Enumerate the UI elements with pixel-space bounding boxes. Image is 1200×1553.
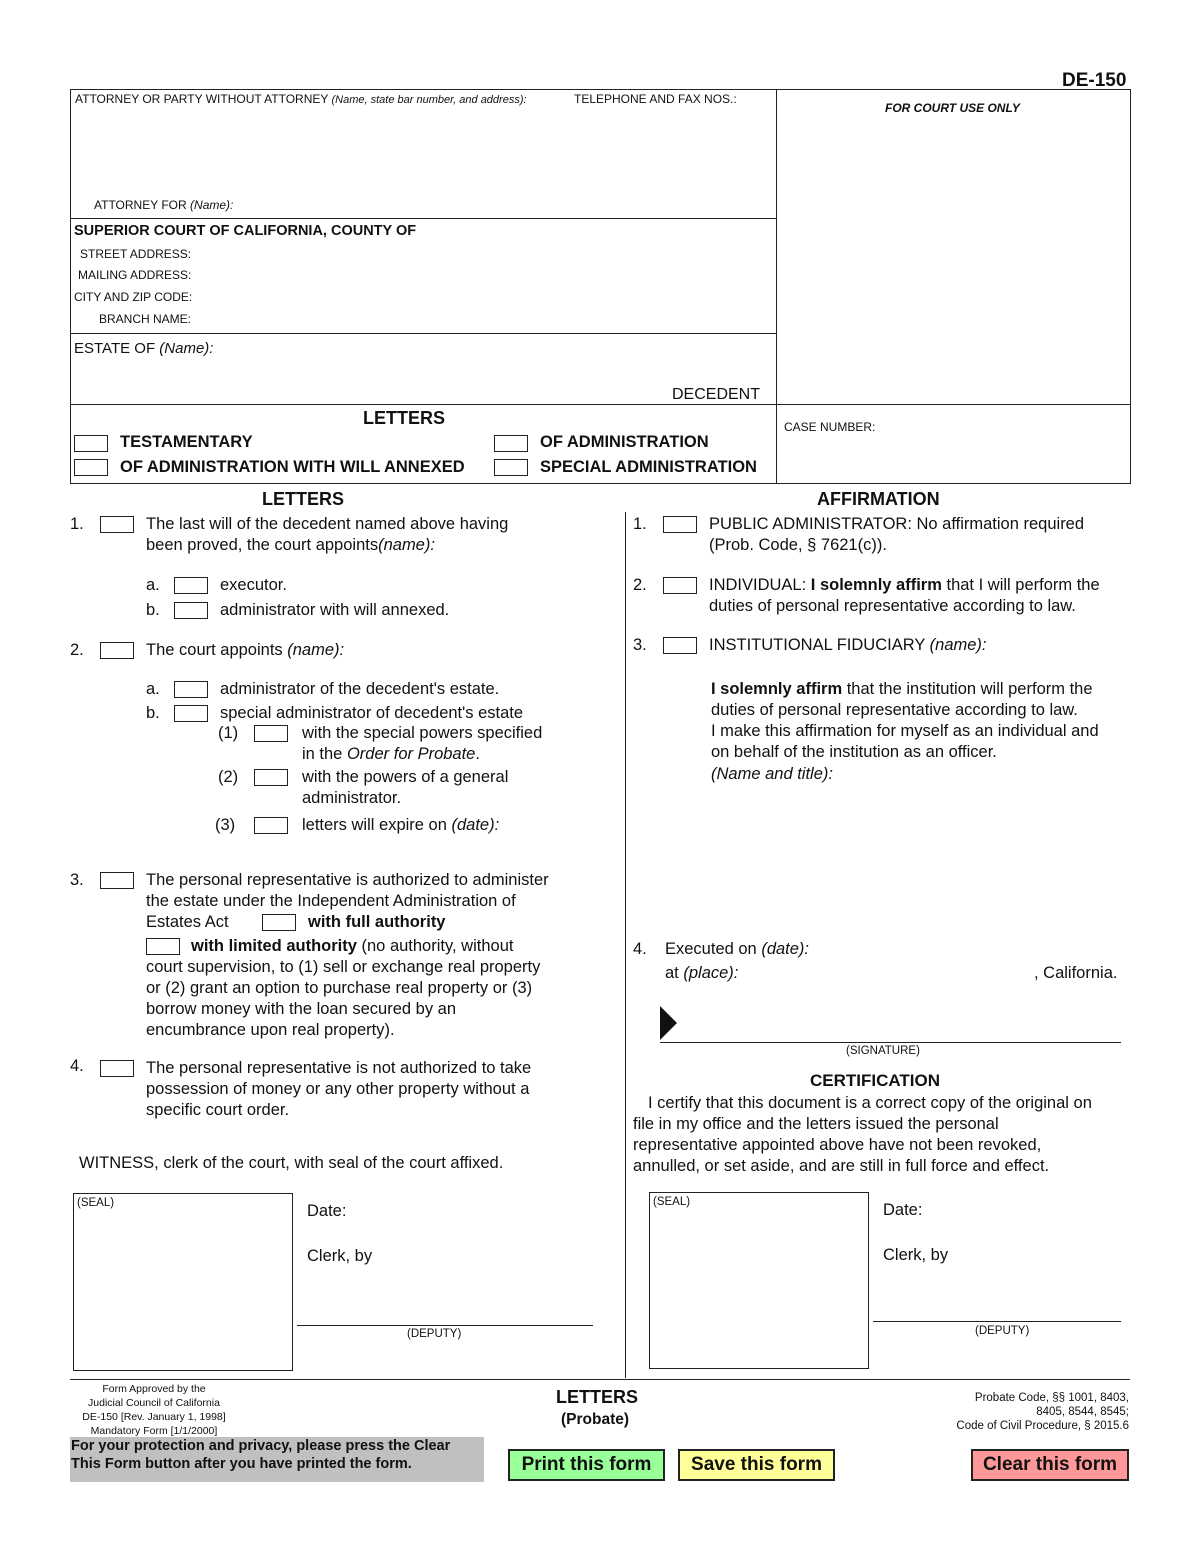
full-authority-checkbox[interactable]	[262, 914, 296, 931]
item3-line6: or (2) grant an option to purchase real property or (3)	[146, 979, 533, 997]
attorney-for-label: ATTORNEY FOR (Name):	[94, 198, 234, 212]
sub2-line1: with the powers of a general	[302, 768, 509, 786]
executed-on-label: Executed on (date):	[665, 940, 810, 958]
administration-label: OF ADMINISTRATION	[540, 433, 709, 451]
signature-line	[660, 1042, 1121, 1043]
item4-line3: specific court order.	[146, 1101, 290, 1119]
column-divider	[625, 512, 626, 1378]
date-label: Date:	[883, 1201, 923, 1219]
deputy-signature-line	[297, 1325, 593, 1326]
form-approval: Form Approved by the Judicial Council of California DE-150 [Rev. January 1, 1998] Mandatory Form [1/1/2000]	[82, 1383, 226, 1437]
attorney-label: ATTORNEY OR PARTY WITHOUT ATTORNEY (Name, state bar number, and address):	[75, 92, 527, 106]
privacy-line2: This Form button after you have printed the form.	[71, 1456, 412, 1472]
decedent-label: DECEDENT	[672, 386, 761, 403]
item-number: 1.	[633, 515, 647, 533]
clerk-label: Clerk, by	[307, 1247, 373, 1265]
witness-text: WITNESS, clerk of the court, with seal of the court affixed.	[79, 1154, 504, 1172]
cert-line1: I certify that this document is a correct copy of the original on	[648, 1094, 1092, 1112]
affirmation-heading: AFFIRMATION	[817, 489, 940, 509]
special-powers-checkbox[interactable]	[254, 725, 288, 742]
item2-text: The court appoints (name):	[146, 641, 345, 659]
item4-line2: possession of money or any other property without a	[146, 1080, 530, 1098]
iaea-authorized-checkbox[interactable]	[100, 872, 134, 889]
deputy-signature-line	[873, 1321, 1121, 1322]
letters-type-title: LETTERS	[363, 408, 446, 428]
item-number: 1.	[70, 515, 84, 533]
letters-heading: LETTERS	[262, 489, 345, 509]
inst-line2: duties of personal representative according to law.	[711, 701, 1078, 719]
item3-line8: encumbrance upon real property).	[146, 1021, 395, 1039]
deputy-label: (DEPUTY)	[975, 1325, 1030, 1337]
institutional-fiduciary-label: INSTITUTIONAL FIDUCIARY (name):	[709, 636, 987, 654]
public-admin-line1: PUBLIC ADMINISTRATOR: No affirmation required	[709, 515, 1085, 533]
full-authority-label: with full authority	[308, 913, 446, 931]
branch-name-label: BRANCH NAME:	[99, 312, 192, 326]
cert-line4: annulled, or set aside, and are still in full force and effect.	[633, 1157, 1050, 1175]
seal-label: (SEAL)	[653, 1196, 691, 1208]
item3-line1: The personal representative is authorized to administer	[146, 871, 549, 889]
inst-line3: I make this affirmation for myself as an individual and	[711, 722, 1099, 740]
divider	[70, 218, 776, 219]
footer-subtitle: (Probate)	[561, 1411, 630, 1428]
telephone-label: TELEPHONE AND FAX NOS.:	[574, 92, 737, 106]
special-administrator-label: special administrator of decedent's estate	[220, 704, 524, 722]
inst-line1: I solemnly affirm that the institution will perform the	[711, 680, 1093, 698]
mailing-address-label: MAILING ADDRESS:	[78, 268, 192, 282]
item-letter: b.	[146, 704, 160, 722]
item1-line1: The last will of the decedent named above having	[146, 515, 509, 533]
print-form-button[interactable]: Print this form	[508, 1449, 665, 1481]
deputy-label: (DEPUTY)	[407, 1328, 462, 1340]
individual-line2: duties of personal representative according to law.	[709, 597, 1076, 615]
street-address-label: STREET ADDRESS:	[80, 247, 192, 261]
administrator-checkbox[interactable]	[174, 681, 208, 698]
general-powers-checkbox[interactable]	[254, 769, 288, 786]
public-admin-line2: (Prob. Code, § 7621(c)).	[709, 536, 887, 554]
court-title: SUPERIOR COURT OF CALIFORNIA, COUNTY OF	[74, 223, 417, 239]
letters-expire-checkbox[interactable]	[254, 817, 288, 834]
item1-line2: been proved, the court appoints(name):	[146, 536, 435, 554]
item-number: 2.	[70, 641, 84, 659]
seal-box	[73, 1193, 293, 1371]
testamentary-checkbox[interactable]	[74, 435, 108, 452]
item-letter: a.	[146, 680, 160, 698]
clerk-label: Clerk, by	[883, 1246, 949, 1264]
sub3-text: letters will expire on (date):	[302, 816, 500, 834]
executor-checkbox[interactable]	[174, 577, 208, 594]
form-id: DE-150	[1062, 70, 1127, 91]
privacy-line1: For your protection and privacy, please press the Clear	[71, 1438, 451, 1454]
estate-label: ESTATE OF (Name):	[74, 340, 214, 357]
clear-form-button[interactable]: Clear this form	[971, 1449, 1129, 1481]
individual-line1: INDIVIDUAL: I solemnly affirm that I will perform the	[709, 576, 1100, 594]
special-administration-checkbox[interactable]	[494, 459, 528, 476]
sub1-line2: in the Order for Probate.	[302, 745, 480, 763]
date-label: Date:	[307, 1202, 347, 1220]
divider	[70, 333, 776, 334]
limited-authority-checkbox[interactable]	[146, 938, 180, 955]
court-appoints-checkbox[interactable]	[100, 642, 134, 659]
seal-box	[649, 1192, 869, 1369]
privacy-notice	[70, 1437, 484, 1482]
will-annexed-label: OF ADMINISTRATION WITH WILL ANNEXED	[120, 458, 465, 476]
will-annexed-checkbox[interactable]	[74, 459, 108, 476]
testamentary-label: TESTAMENTARY	[120, 433, 253, 451]
case-number-label: CASE NUMBER:	[784, 420, 876, 434]
save-form-button[interactable]: Save this form	[678, 1449, 835, 1481]
item-number: 4.	[70, 1057, 84, 1075]
administrator-label: administrator of the decedent's estate.	[220, 680, 500, 698]
sub-number: (3)	[215, 816, 236, 834]
footer-title: LETTERS	[556, 1387, 639, 1407]
individual-checkbox[interactable]	[663, 577, 697, 594]
item-letter: a.	[146, 576, 160, 594]
will-proved-checkbox[interactable]	[100, 516, 134, 533]
item-letter: b.	[146, 601, 160, 619]
limited-authority-label: with limited authority (no authority, without	[191, 937, 514, 955]
sub-number: (1)	[218, 724, 239, 742]
cert-line3: representative appointed above have not been revoked,	[633, 1136, 1042, 1154]
sub1-line1: with the special powers specified	[302, 724, 543, 742]
header-frame	[70, 89, 1131, 484]
item-number: 4.	[633, 940, 647, 958]
special-administration-label: SPECIAL ADMINISTRATION	[540, 458, 757, 476]
item3-line2: the estate under the Independent Administration of	[146, 892, 516, 910]
sub2-line2: administrator.	[302, 789, 402, 807]
cert-line2: file in my office and the letters issued the personal	[633, 1115, 999, 1133]
sub-number: (2)	[218, 768, 239, 786]
city-zip-label: CITY AND ZIP CODE:	[74, 290, 193, 304]
institutional-fiduciary-checkbox[interactable]	[663, 637, 697, 654]
inst-line4: on behalf of the institution as an officer.	[711, 743, 997, 761]
item-number: 2.	[633, 576, 647, 594]
special-administrator-checkbox[interactable]	[174, 705, 208, 722]
signature-arrow-icon	[660, 1006, 677, 1040]
footer-divider	[70, 1379, 1130, 1380]
name-and-title-label: (Name and title):	[711, 765, 833, 783]
item-number: 3.	[70, 871, 84, 889]
item3-line7: borrow money with the loan secured by an	[146, 1000, 457, 1018]
public-administrator-checkbox[interactable]	[663, 516, 697, 533]
admin-will-annexed-label: administrator with will annexed.	[220, 601, 450, 619]
place-label: at (place):	[665, 964, 739, 982]
court-use-label: FOR COURT USE ONLY	[885, 101, 1020, 115]
california-label: , California.	[1034, 964, 1118, 982]
admin-will-annexed-checkbox[interactable]	[174, 602, 208, 619]
administration-checkbox[interactable]	[494, 435, 528, 452]
header-divider	[776, 89, 777, 483]
item3-line5: court supervision, to (1) sell or exchange real property	[146, 958, 541, 976]
divider	[70, 404, 1130, 405]
not-authorized-checkbox[interactable]	[100, 1060, 134, 1077]
item-number: 3.	[633, 636, 647, 654]
signature-label: (SIGNATURE)	[846, 1045, 920, 1057]
code-references: Probate Code, §§ 1001, 8403, 8405, 8544, 8545; Code of Civil Procedure, § 2015.6	[956, 1392, 1129, 1432]
item3-line3: Estates Act	[146, 913, 229, 931]
seal-label: (SEAL)	[77, 1197, 115, 1209]
executor-label: executor.	[220, 576, 287, 594]
item4-line1: The personal representative is not authorized to take	[146, 1059, 532, 1077]
certification-heading: CERTIFICATION	[810, 1071, 941, 1090]
